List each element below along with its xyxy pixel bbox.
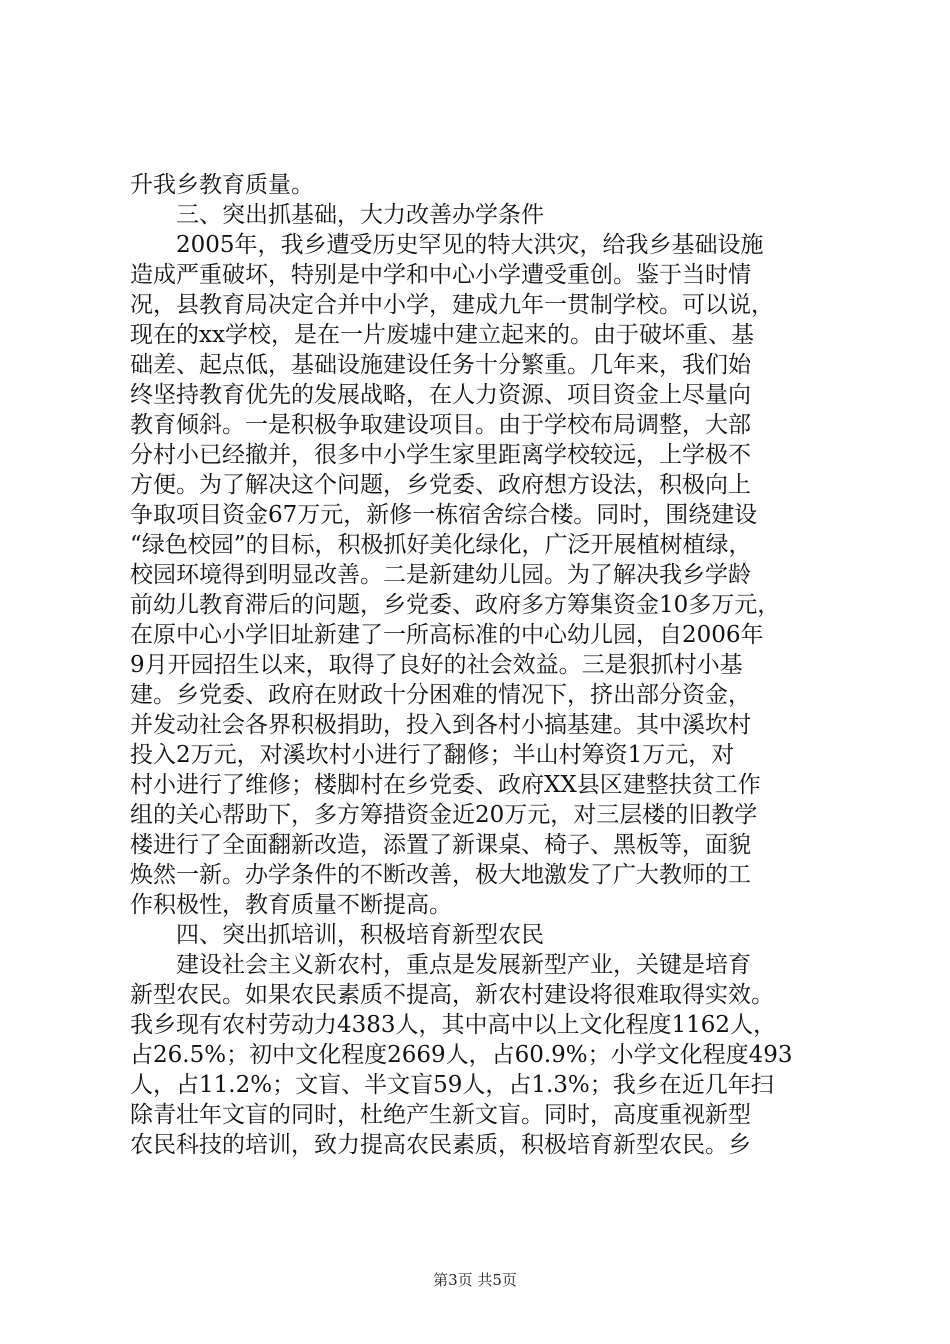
text-line: 9月开园招生以来，取得了良好的社会效益。三是狠抓村小基 [130,652,743,678]
text-line: 在原中心小学旧址新建了一所高标准的中心幼儿园，自2006年 [130,622,764,648]
text-line: 前幼儿教育滞后的问题，乡党委、政府多方筹集资金10多万元， [130,592,781,618]
text-line: 新型农民。如果农民素质不提高，新农村建设将很难取得实效。 [130,982,774,1008]
text-line: 终坚持教育优先的发展战略，在人力资源、项目资金上尽量向 [130,382,751,408]
text-line: 建。乡党委、政府在财政十分困难的情况下，挤出部分资金， [130,682,751,708]
text-line: 现在的xx学校，是在一片废墟中建立起来的。由于破坏重、基 [130,322,754,348]
text-line: 2005年，我乡遭受历史罕见的特大洪灾，给我乡基础设施 [176,232,764,258]
text-line: 人，占11.2%；文盲、半文盲59人，占1.3%；我乡在近几年扫 [130,1072,774,1098]
text-line: 占26.5%；初中文化程度2669人，占60.9%；小学文化程度493 [130,1042,793,1068]
text-line: 楼进行了全面翻新改造，添置了新课桌、椅子、黑板等，面貌 [130,832,751,858]
text-line: 造成严重破坏，特别是中学和中心小学遭受重创。鉴于当时情 [130,262,751,288]
text-line: 投入2万元，对溪坎村小进行了翻修；半山村筹资1万元，对 [130,742,735,768]
text-line: 组的关心帮助下，多方筹措资金近20万元，对三层楼的旧教学 [130,802,758,828]
text-line: 争取项目资金67万元，新修一栋宿舍综合楼。同时，围绕建设 [130,502,758,528]
text-line: 焕然一新。办学条件的不断改善，极大地激发了广大教师的工 [130,862,751,888]
text-line: 教育倾斜。一是积极争取建设项目。由于学校布局调整，大部 [130,412,751,438]
text-line: 村小进行了维修；楼脚村在乡党委、政府XX县区建整扶贫工作 [130,772,761,798]
text-line: 校园环境得到明显改善。二是新建幼儿园。为了解决我乡学龄 [130,562,751,588]
text-line: 况，县教育局决定合并中小学，建成九年一贯制学校。可以说， [130,292,774,318]
text-line: 分村小已经撤并，很多中小学生家里距离学校较远，上学极不 [130,442,751,468]
text-line: 建设社会主义新农村，重点是发展新型产业，关键是培育 [176,952,751,978]
text-line: 农民科技的培训，致力提高农民素质，积极培育新型农民。乡 [130,1132,751,1158]
text-line: 升我乡教育质量。 [130,172,314,198]
page-footer: 第3页 共5页 [433,1271,517,1289]
text-line: 除青壮年文盲的同时，杜绝产生新文盲。同时，高度重视新型 [130,1102,751,1128]
text-line: 作积极性，教育质量不断提高。 [130,892,452,918]
text-line: “绿色校园”的目标，积极抓好美化绿化，广泛开展植树植绿， [130,532,752,558]
text-line: 我乡现有农村劳动力4383人，其中高中以上文化程度1162人， [130,1012,777,1038]
text-line: 方便。为了解决这个问题，乡党委、政府想方设法，积极向上 [130,472,751,498]
text-line: 三、突出抓基础，大力改善办学条件 [176,202,544,228]
text-line: 并发动社会各界积极捐助，投入到各村小搞基建。其中溪坎村 [130,712,751,738]
text-line: 四、突出抓培训，积极培育新型农民 [176,922,544,948]
text-line: 础差、起点低，基础设施建设任务十分繁重。几年来，我们始 [130,352,751,378]
